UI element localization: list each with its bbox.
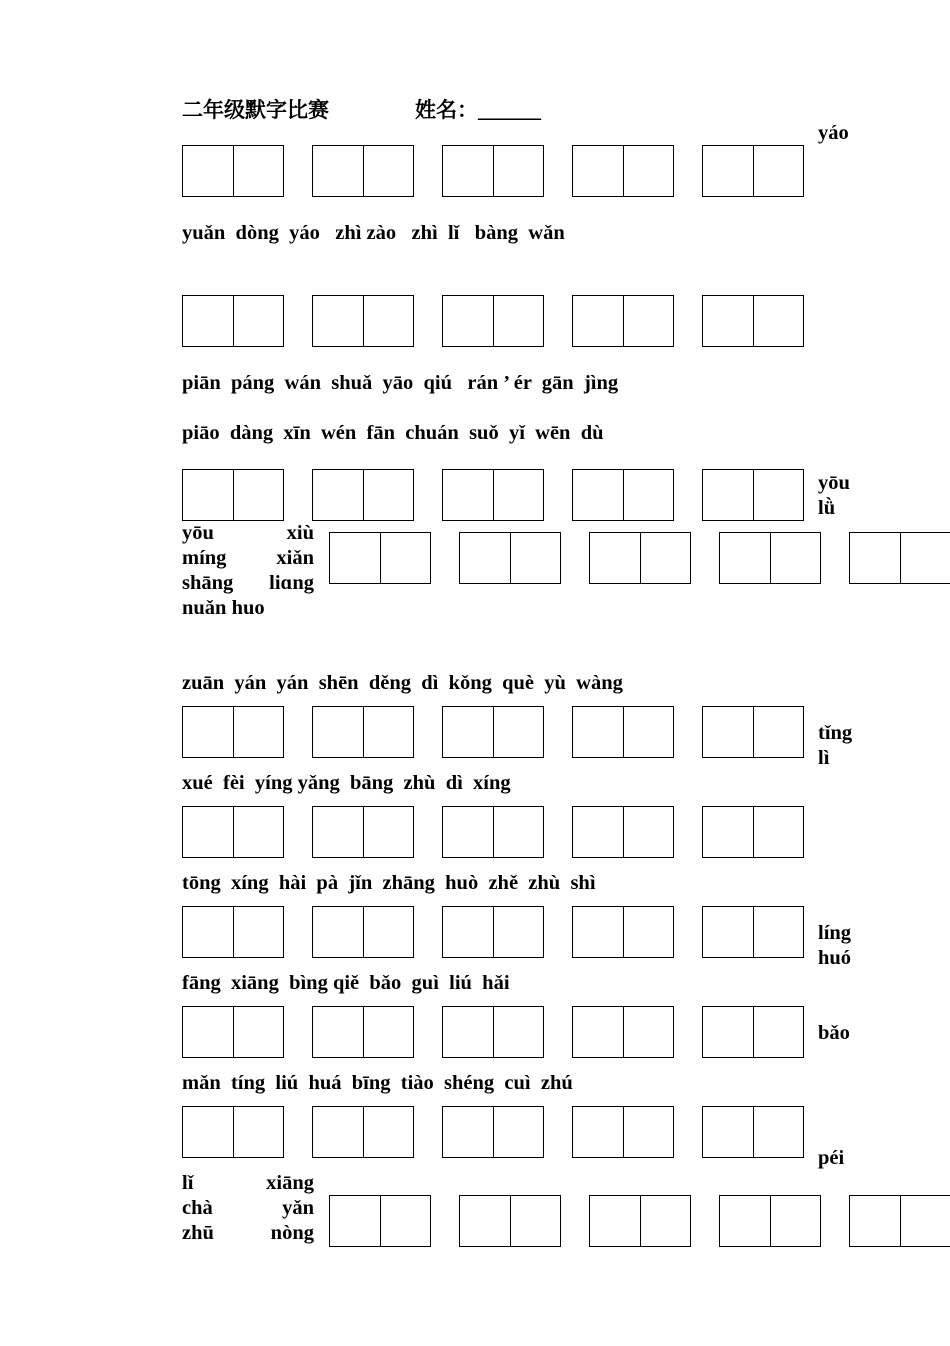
character-box-pair[interactable] — [182, 1006, 284, 1058]
writing-box-row — [182, 1106, 804, 1158]
worksheet-title: 二年级默字比赛 — [182, 98, 329, 122]
character-box[interactable] — [590, 533, 641, 583]
character-box[interactable] — [754, 907, 803, 957]
character-box[interactable] — [443, 470, 494, 520]
side-pinyin: tǐng — [818, 722, 853, 744]
character-box[interactable] — [511, 533, 560, 583]
character-box[interactable] — [703, 907, 754, 957]
character-box-pair[interactable] — [572, 145, 674, 197]
character-box[interactable] — [494, 470, 543, 520]
side-pinyin: lǜ — [818, 497, 836, 519]
character-box[interactable] — [624, 907, 673, 957]
character-box-pair[interactable] — [442, 706, 544, 758]
character-box-pair[interactable] — [702, 706, 804, 758]
character-box[interactable] — [364, 296, 413, 346]
character-box[interactable] — [183, 707, 234, 757]
character-box[interactable] — [573, 1107, 624, 1157]
character-box-pair[interactable] — [312, 806, 414, 858]
worksheet-title-line — [182, 94, 541, 124]
writing-box-row — [182, 806, 804, 858]
pinyin-line-2: piān páng wán shuǎ yāo qiú rán ’ ér gān jìng — [182, 372, 619, 394]
pinyin-line-5: xué fèi yíng yǎng bāng zhù dì xíng — [182, 772, 511, 794]
character-box-pair[interactable] — [572, 295, 674, 347]
character-box-pair[interactable] — [182, 145, 284, 197]
side-pinyin: yōu — [818, 472, 850, 494]
character-box[interactable] — [183, 807, 234, 857]
character-box-pair[interactable] — [182, 295, 284, 347]
character-box-pair[interactable] — [702, 806, 804, 858]
character-box[interactable] — [234, 707, 283, 757]
character-box-pair[interactable] — [702, 469, 804, 521]
character-box[interactable] — [703, 707, 754, 757]
side-pinyin: lì — [818, 747, 830, 769]
writing-box-row — [182, 706, 804, 758]
character-box[interactable] — [573, 807, 624, 857]
character-box-pair[interactable] — [182, 469, 284, 521]
character-box-pair[interactable] — [849, 1195, 950, 1247]
character-box-pair[interactable] — [312, 295, 414, 347]
character-box-pair[interactable] — [702, 145, 804, 197]
character-box-pair[interactable] — [702, 906, 804, 958]
character-box[interactable] — [234, 807, 283, 857]
character-box[interactable] — [183, 146, 234, 196]
character-box[interactable] — [183, 296, 234, 346]
character-box[interactable] — [330, 1196, 381, 1246]
character-box[interactable] — [511, 1196, 560, 1246]
character-box-pair[interactable] — [572, 806, 674, 858]
writing-box-row — [182, 145, 804, 197]
character-box[interactable] — [234, 470, 283, 520]
character-box[interactable] — [720, 1196, 771, 1246]
character-box[interactable] — [624, 470, 673, 520]
character-box[interactable] — [234, 296, 283, 346]
character-box[interactable] — [754, 1007, 803, 1057]
character-box[interactable] — [364, 907, 413, 957]
character-box[interactable] — [771, 1196, 820, 1246]
writing-box-row — [329, 532, 950, 584]
character-box[interactable] — [573, 907, 624, 957]
character-box[interactable] — [754, 807, 803, 857]
character-box[interactable] — [313, 1007, 364, 1057]
character-box-pair[interactable] — [459, 532, 561, 584]
character-box[interactable] — [494, 1007, 543, 1057]
character-box[interactable] — [494, 296, 543, 346]
stack-line: lǐ xiāng — [182, 1172, 314, 1194]
character-box-pair[interactable] — [182, 1106, 284, 1158]
character-box[interactable] — [624, 707, 673, 757]
character-box[interactable] — [313, 146, 364, 196]
stack-line: míng xiǎn — [182, 547, 314, 569]
character-box[interactable] — [573, 1007, 624, 1057]
stack-line: yōu xiù — [182, 522, 314, 544]
character-box[interactable] — [754, 1107, 803, 1157]
character-box[interactable] — [624, 296, 673, 346]
character-box[interactable] — [443, 707, 494, 757]
character-box[interactable] — [703, 807, 754, 857]
character-box-pair[interactable] — [329, 532, 431, 584]
character-box[interactable] — [183, 470, 234, 520]
stack-line: chà yǎn — [182, 1197, 314, 1219]
character-box-pair[interactable] — [442, 906, 544, 958]
character-box[interactable] — [494, 807, 543, 857]
character-box[interactable] — [703, 146, 754, 196]
character-box[interactable] — [381, 533, 430, 583]
character-box-pair[interactable] — [312, 906, 414, 958]
character-box-pair[interactable] — [572, 1106, 674, 1158]
character-box-pair[interactable] — [312, 706, 414, 758]
writing-box-row — [182, 906, 804, 958]
character-box[interactable] — [720, 533, 771, 583]
writing-box-row — [329, 1195, 950, 1247]
character-box[interactable] — [364, 146, 413, 196]
character-box-pair[interactable] — [589, 532, 691, 584]
character-box[interactable] — [364, 470, 413, 520]
character-box[interactable] — [443, 1107, 494, 1157]
character-box[interactable] — [313, 1107, 364, 1157]
character-box[interactable] — [641, 533, 690, 583]
character-box-pair[interactable] — [442, 295, 544, 347]
character-box[interactable] — [754, 146, 803, 196]
stack-line: shāng liɑng — [182, 572, 314, 594]
character-box[interactable] — [624, 807, 673, 857]
character-box[interactable] — [443, 296, 494, 346]
character-box[interactable] — [183, 907, 234, 957]
side-pinyin: yáo — [818, 122, 849, 144]
character-box-pair[interactable] — [329, 1195, 431, 1247]
character-box-pair[interactable] — [849, 532, 950, 584]
character-box[interactable] — [703, 1007, 754, 1057]
character-box-pair[interactable] — [572, 469, 674, 521]
stack-line: zhū nòng — [182, 1222, 314, 1244]
name-label: 姓名：______ — [415, 98, 541, 122]
character-box[interactable] — [381, 1196, 430, 1246]
writing-box-row — [182, 295, 804, 347]
character-box[interactable] — [494, 146, 543, 196]
character-box-pair[interactable] — [442, 1106, 544, 1158]
character-box[interactable] — [754, 470, 803, 520]
character-box[interactable] — [624, 146, 673, 196]
character-box[interactable] — [313, 470, 364, 520]
side-pinyin: líng — [818, 922, 852, 944]
character-box[interactable] — [494, 1107, 543, 1157]
character-box[interactable] — [443, 907, 494, 957]
character-box[interactable] — [590, 1196, 641, 1246]
character-box[interactable] — [313, 296, 364, 346]
character-box[interactable] — [313, 907, 364, 957]
character-box[interactable] — [754, 707, 803, 757]
character-box-pair[interactable] — [572, 1006, 674, 1058]
character-box-pair[interactable] — [312, 1106, 414, 1158]
side-pinyin: bǎo — [818, 1022, 850, 1044]
character-box[interactable] — [443, 807, 494, 857]
pinyin-line-8: mǎn tíng liú huá bīng tiào shéng cuì zhú — [182, 1072, 573, 1094]
character-box[interactable] — [850, 1196, 901, 1246]
character-box-pair[interactable] — [182, 706, 284, 758]
character-box[interactable] — [183, 1107, 234, 1157]
pinyin-stack-1 — [182, 521, 314, 621]
character-box[interactable] — [573, 146, 624, 196]
character-box[interactable] — [234, 1107, 283, 1157]
character-box[interactable] — [901, 1196, 950, 1246]
character-box-pair[interactable] — [572, 906, 674, 958]
pinyin-stack-2 — [182, 1171, 314, 1246]
character-box[interactable] — [313, 707, 364, 757]
character-box[interactable] — [460, 533, 511, 583]
character-box-pair[interactable] — [312, 1006, 414, 1058]
character-box[interactable] — [624, 1007, 673, 1057]
character-box-pair[interactable] — [442, 145, 544, 197]
character-box[interactable] — [771, 533, 820, 583]
character-box-pair[interactable] — [702, 1106, 804, 1158]
character-box[interactable] — [234, 1007, 283, 1057]
character-box-pair[interactable] — [719, 1195, 821, 1247]
character-box[interactable] — [573, 707, 624, 757]
character-box[interactable] — [703, 296, 754, 346]
character-box-pair[interactable] — [182, 906, 284, 958]
character-box[interactable] — [364, 1107, 413, 1157]
character-box-pair[interactable] — [719, 532, 821, 584]
character-box[interactable] — [234, 146, 283, 196]
character-box[interactable] — [494, 907, 543, 957]
writing-box-row — [182, 1006, 804, 1058]
character-box[interactable] — [313, 807, 364, 857]
character-box[interactable] — [641, 1196, 690, 1246]
character-box[interactable] — [443, 146, 494, 196]
character-box[interactable] — [460, 1196, 511, 1246]
stack-line: nuǎn huo — [182, 597, 265, 619]
character-box[interactable] — [443, 1007, 494, 1057]
character-box-pair[interactable] — [572, 706, 674, 758]
character-box-pair[interactable] — [442, 1006, 544, 1058]
character-box[interactable] — [364, 807, 413, 857]
character-box-pair[interactable] — [312, 469, 414, 521]
pinyin-line-6: tōng xíng hài pà jǐn zhāng huò zhě zhù shì — [182, 872, 596, 894]
pinyin-line-1: yuǎn dòng yáo zhì zào zhì lǐ bàng wǎn — [182, 222, 565, 244]
pinyin-line-7: fāng xiāng bìng qiě bǎo guì liú hǎi — [182, 972, 510, 994]
character-box[interactable] — [573, 296, 624, 346]
character-box[interactable] — [364, 707, 413, 757]
character-box[interactable] — [330, 533, 381, 583]
character-box-pair[interactable] — [442, 806, 544, 858]
character-box-pair[interactable] — [702, 295, 804, 347]
character-box[interactable] — [364, 1007, 413, 1057]
character-box-pair[interactable] — [589, 1195, 691, 1247]
character-box[interactable] — [494, 707, 543, 757]
character-box[interactable] — [850, 533, 901, 583]
character-box[interactable] — [573, 470, 624, 520]
character-box-pair[interactable] — [459, 1195, 561, 1247]
character-box[interactable] — [703, 470, 754, 520]
character-box-pair[interactable] — [702, 1006, 804, 1058]
character-box[interactable] — [754, 296, 803, 346]
character-box[interactable] — [624, 1107, 673, 1157]
side-pinyin: péi — [818, 1147, 845, 1169]
character-box-pair[interactable] — [442, 469, 544, 521]
character-box[interactable] — [183, 1007, 234, 1057]
pinyin-line-3: piāo dàng xīn wén fān chuán suǒ yǐ wēn dù — [182, 422, 604, 444]
character-box[interactable] — [234, 907, 283, 957]
character-box[interactable] — [901, 533, 950, 583]
pinyin-line-4: zuān yán yán shēn děng dì kǒng què yù wàng — [182, 672, 623, 694]
writing-box-row — [182, 469, 804, 521]
character-box-pair[interactable] — [182, 806, 284, 858]
character-box-pair[interactable] — [312, 145, 414, 197]
character-box[interactable] — [703, 1107, 754, 1157]
side-pinyin: huó — [818, 947, 852, 969]
